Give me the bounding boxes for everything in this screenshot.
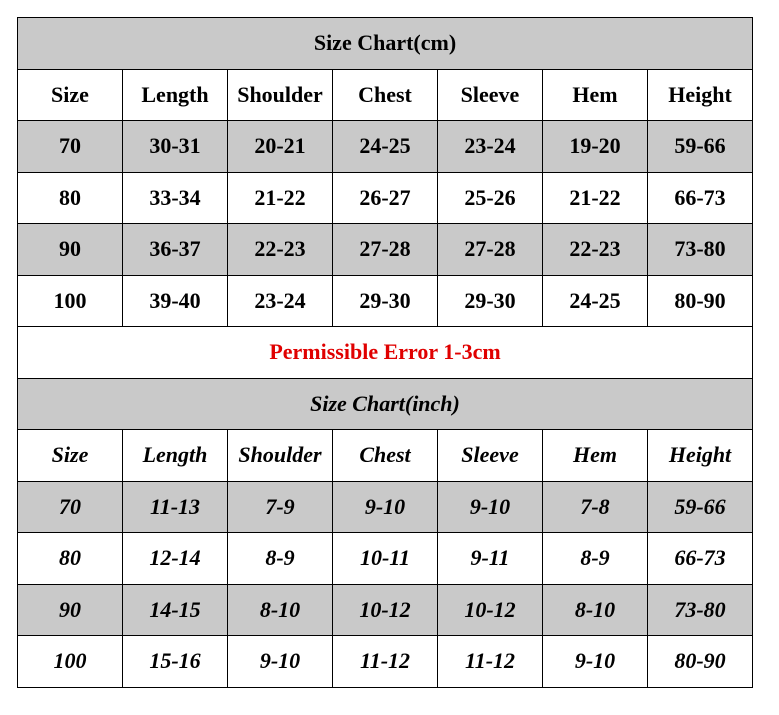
table-row (18, 481, 753, 533)
inch-cell-length: 15-16 (123, 636, 228, 688)
inch-cell-hem: 7-8 (543, 481, 648, 533)
cm-header-chest: Chest (333, 69, 438, 121)
inch-header-height: Height (648, 430, 753, 482)
inch-cell-shoulder: 8-10 (228, 584, 333, 636)
cm-cell-sleeve: 23-24 (438, 121, 543, 173)
inch-cell-height: 73-80 (648, 584, 753, 636)
size-chart-table (17, 17, 753, 688)
cm-cell-size: 100 (18, 275, 123, 327)
inch-cell-size: 80 (18, 533, 123, 585)
inch-cell-sleeve: 11-12 (438, 636, 543, 688)
inch-header-shoulder: Shoulder (228, 430, 333, 482)
cm-cell-shoulder: 22-23 (228, 224, 333, 276)
inch-cell-hem: 8-10 (543, 584, 648, 636)
inch-chart-title: Size Chart(inch) (18, 378, 753, 430)
inch-cell-length: 12-14 (123, 533, 228, 585)
cm-header-height: Height (648, 69, 753, 121)
table-row (18, 275, 753, 327)
table-row (18, 584, 753, 636)
inch-cell-sleeve: 9-11 (438, 533, 543, 585)
cm-cell-sleeve: 27-28 (438, 224, 543, 276)
inch-cell-chest: 10-11 (333, 533, 438, 585)
inch-header-hem: Hem (543, 430, 648, 482)
cm-cell-length: 33-34 (123, 172, 228, 224)
cm-cell-height: 59-66 (648, 121, 753, 173)
inch-section (18, 378, 753, 687)
cm-cell-size: 90 (18, 224, 123, 276)
cm-cell-length: 39-40 (123, 275, 228, 327)
table-row (18, 533, 753, 585)
table-row (18, 172, 753, 224)
note-row (18, 327, 753, 379)
table-row (18, 636, 753, 688)
inch-cell-size: 100 (18, 636, 123, 688)
inch-cell-length: 14-15 (123, 584, 228, 636)
inch-cell-shoulder: 8-9 (228, 533, 333, 585)
cm-cell-shoulder: 23-24 (228, 275, 333, 327)
inch-title-row (18, 378, 753, 430)
cm-cell-shoulder: 21-22 (228, 172, 333, 224)
cm-cell-height: 73-80 (648, 224, 753, 276)
cm-header-hem: Hem (543, 69, 648, 121)
inch-header-chest: Chest (333, 430, 438, 482)
inch-cell-sleeve: 10-12 (438, 584, 543, 636)
inch-header-length: Length (123, 430, 228, 482)
cm-cell-hem: 24-25 (543, 275, 648, 327)
inch-cell-hem: 8-9 (543, 533, 648, 585)
cm-header-sleeve: Sleeve (438, 69, 543, 121)
table-row (18, 121, 753, 173)
cm-header-row (18, 69, 753, 121)
inch-cell-size: 90 (18, 584, 123, 636)
cm-cell-chest: 29-30 (333, 275, 438, 327)
inch-cell-height: 66-73 (648, 533, 753, 585)
cm-cell-chest: 26-27 (333, 172, 438, 224)
permissible-error-note: Permissible Error 1-3cm (18, 327, 753, 379)
cm-cell-chest: 27-28 (333, 224, 438, 276)
cm-cell-height: 66-73 (648, 172, 753, 224)
cm-cell-length: 30-31 (123, 121, 228, 173)
inch-cell-size: 70 (18, 481, 123, 533)
inch-cell-hem: 9-10 (543, 636, 648, 688)
inch-cell-chest: 9-10 (333, 481, 438, 533)
table-row (18, 224, 753, 276)
cm-header-size: Size (18, 69, 123, 121)
inch-header-size: Size (18, 430, 123, 482)
inch-cell-height: 59-66 (648, 481, 753, 533)
cm-cell-shoulder: 20-21 (228, 121, 333, 173)
inch-cell-shoulder: 7-9 (228, 481, 333, 533)
cm-cell-hem: 21-22 (543, 172, 648, 224)
inch-cell-chest: 10-12 (333, 584, 438, 636)
cm-cell-hem: 19-20 (543, 121, 648, 173)
inch-cell-height: 80-90 (648, 636, 753, 688)
cm-cell-size: 70 (18, 121, 123, 173)
inch-cell-sleeve: 9-10 (438, 481, 543, 533)
inch-cell-chest: 11-12 (333, 636, 438, 688)
cm-cell-sleeve: 29-30 (438, 275, 543, 327)
cm-title-row (18, 18, 753, 70)
cm-cell-hem: 22-23 (543, 224, 648, 276)
cm-cell-height: 80-90 (648, 275, 753, 327)
inch-cell-shoulder: 9-10 (228, 636, 333, 688)
inch-cell-length: 11-13 (123, 481, 228, 533)
inch-header-sleeve: Sleeve (438, 430, 543, 482)
cm-header-shoulder: Shoulder (228, 69, 333, 121)
cm-cell-sleeve: 25-26 (438, 172, 543, 224)
cm-cell-chest: 24-25 (333, 121, 438, 173)
cm-cell-length: 36-37 (123, 224, 228, 276)
cm-cell-size: 80 (18, 172, 123, 224)
cm-chart-title: Size Chart(cm) (18, 18, 753, 70)
inch-header-row (18, 430, 753, 482)
note-section (18, 327, 753, 379)
cm-section (18, 18, 753, 327)
cm-header-length: Length (123, 69, 228, 121)
